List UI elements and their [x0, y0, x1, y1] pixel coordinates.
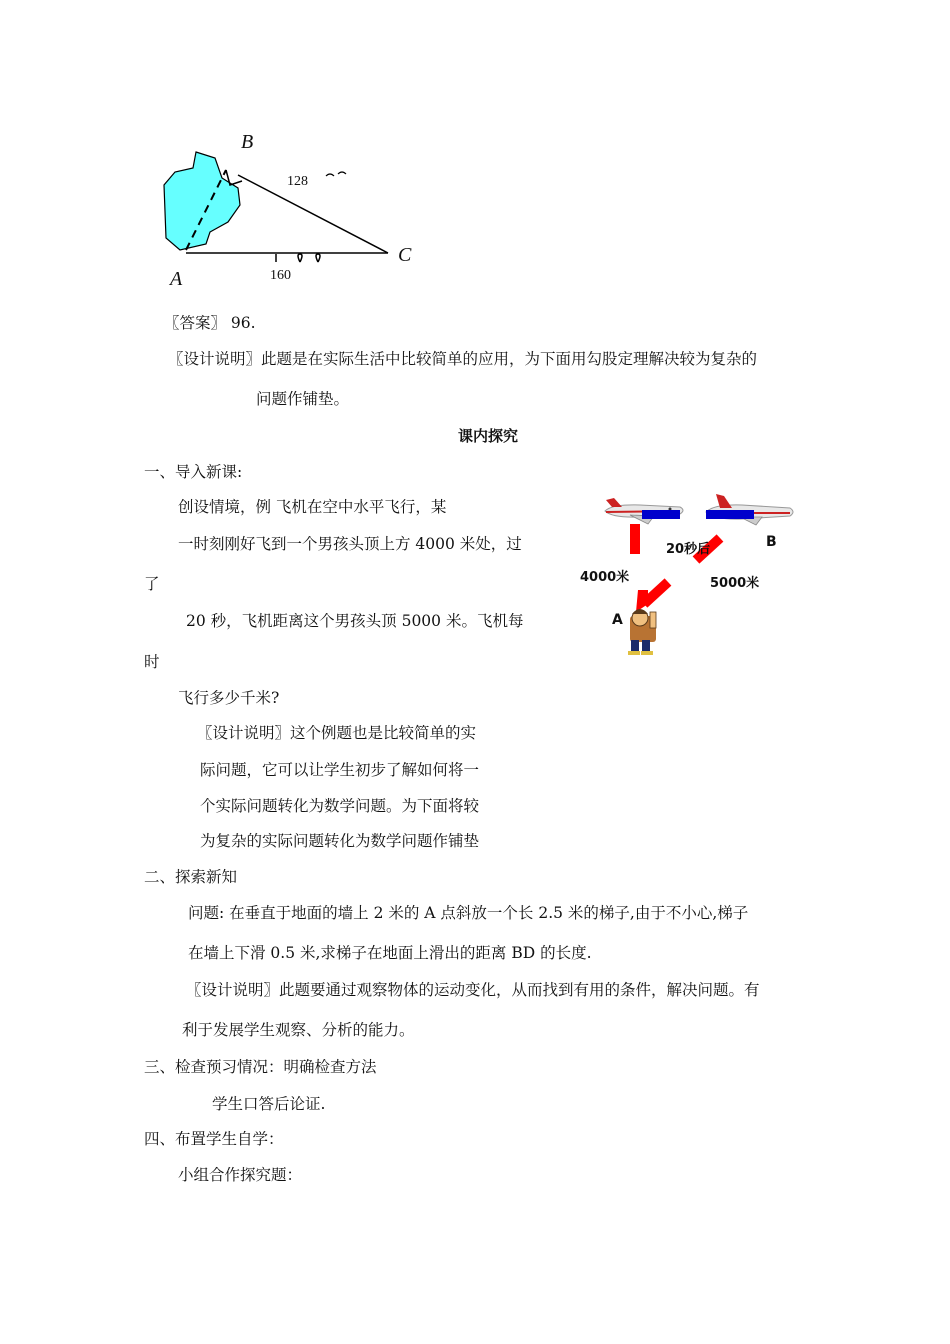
point-a-label: A: [612, 612, 623, 628]
left-blue-bar: [642, 510, 680, 519]
red-arrow: [636, 582, 668, 612]
part2-heading: 二、探索新知: [144, 868, 238, 886]
part1-note-line2: 际问题，它可以让学生初步了解如何将一: [200, 761, 480, 779]
vertex-c-label: C: [398, 244, 412, 266]
distance-4000-label: 4000米: [580, 570, 630, 585]
part3-heading: 三、检查预习情况：明确检查方法: [144, 1058, 377, 1076]
part1-note-line3: 个实际问题转化为数学问题。为下面将较: [200, 797, 480, 815]
vertical-red-bar: [630, 524, 640, 554]
part2-problem-line1: 问题: 在垂直于地面的墙上 2 米的 A 点斜放一个长 2.5 米的梯子,由于不小心,梯子: [188, 904, 749, 922]
part4-line: 小组合作探究题：: [178, 1166, 303, 1184]
section-title: 课内探究: [458, 427, 519, 445]
part1-line-1: 创设情境，例 飞机在空中水平飞行，某: [178, 498, 447, 516]
part1-heading: 一、导入新课:: [144, 463, 243, 481]
part3-line: 学生口答后论证.: [212, 1095, 326, 1113]
part2-problem-line2: 在墙上下滑 0.5 米,求梯子在地面上滑出的距离 BD 的长度.: [188, 944, 592, 962]
part4-heading: 四、布置学生自学：: [144, 1130, 284, 1148]
length-bc-label: 128: [287, 174, 308, 189]
part1-line-5: 时: [144, 653, 160, 671]
time-label: 20秒后: [666, 542, 711, 557]
part1-line-3: 了: [144, 575, 160, 593]
distance-5000-label: 5000米: [710, 576, 760, 591]
airplane-right-icon: [706, 494, 793, 525]
vertex-b-label: B: [241, 131, 254, 153]
part1-line-4: 20 秒，飞机距离这个男孩头顶 5000 米。飞机每: [186, 612, 524, 630]
vertex-a-label: A: [170, 268, 183, 290]
part2-note-line2: 利于发展学生观察、分析的能力。: [182, 1021, 415, 1039]
right-blue-bar: [706, 510, 754, 519]
part1-note-line4: 为复杂的实际问题转化为数学问题作铺垫: [200, 832, 480, 850]
part1-line-2: 一时刻刚好飞到一个男孩头顶上方 4000 米处，过: [178, 535, 522, 553]
length-ac-label: 160: [270, 268, 291, 283]
answer-text: 〖答案〗 96.: [164, 314, 256, 332]
part1-note-line1: 〖设计说明〗这个例题也是比较简单的实: [197, 724, 477, 742]
design-note-1-line1: 〖设计说明〗此题是在实际生活中比较简单的应用，为下面用勾股定理解决较为复杂的: [168, 350, 758, 368]
point-b-label: B: [766, 534, 777, 550]
part2-note-line1: 〖设计说明〗此题要通过观察物体的运动变化，从而找到有用的条件，解决问题。有: [186, 981, 760, 999]
boy-icon: [628, 609, 656, 655]
part1-line-6: 飞行多少千米?: [178, 689, 280, 707]
design-note-1-line2: 问题作铺垫。: [256, 390, 350, 408]
